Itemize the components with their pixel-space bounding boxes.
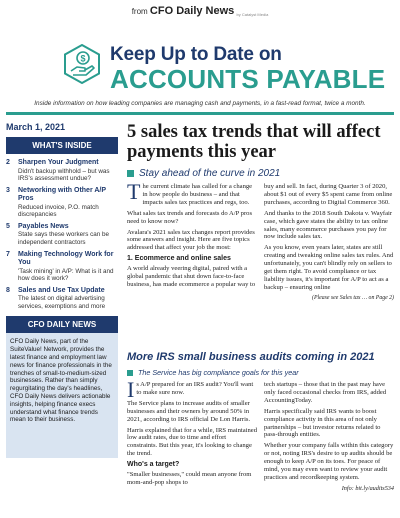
whats-inside-heading: WHAT'S INSIDE	[6, 137, 118, 154]
paragraph: buy and sell. In fact, during Quarter 3 of 2020, about $1 out of every $5 spent came from online purchases, according to Digital Commerce 360.	[264, 183, 393, 206]
toc-item[interactable]	[6, 251, 118, 283]
paragraph: Whether your company falls within this category or not, noting IRS's desire to up audits should be enough to keep A/P on its toes. For peace of mind, you may even want to review your audit practices and recordkeeping system.	[264, 442, 394, 481]
toc-page: 8	[6, 286, 10, 294]
lead-deck-text: Stay ahead of the curve in 2021	[139, 168, 281, 179]
dropcap: T	[127, 179, 141, 204]
toc-title: Making Technology Work for You	[18, 250, 114, 267]
toc-desc: 'Task mining' in A/P: What is it and how does it work?	[18, 267, 114, 283]
dropcap: I	[127, 377, 135, 402]
paragraph: The Service plans to increase audits of smaller businesses and their owners by around 50% in 2021, according to IRS official De Lon Harris.	[127, 399, 251, 423]
toc-item[interactable]	[6, 159, 118, 183]
second-deck	[127, 368, 394, 377]
paragraph: As you know, even years later, states are still creating and tweaking online sales tax rules. And unfortunately, you can't blindly rely on sellers to get them right. To avoid compliance or tax liability issues, it's important for A/P to act as a backup – ensuring online	[264, 244, 394, 291]
toc-desc: Didn't backup withhold – but was IRS's assessment undue?	[18, 167, 110, 183]
toc-item[interactable]	[6, 223, 118, 247]
toc-title: Sales and Use Tax Update	[18, 286, 105, 294]
toc-page: 2	[6, 159, 10, 166]
toc-desc: Reduced invoice, P.O. match discrepancies	[18, 203, 99, 219]
brand-sub: by Catalyst Media	[236, 12, 269, 17]
paragraph: What sales tax trends and forecasts do A/P pros need to know now?	[127, 209, 253, 225]
from-line	[0, 5, 400, 17]
lead-deck	[127, 168, 394, 179]
deck-square-icon	[127, 370, 133, 376]
second-col-1	[127, 377, 258, 493]
toc-item[interactable]	[6, 187, 118, 219]
paragraph: he current climate has called for a change in how people do business – and that impacts sales tax practices and regs, too.	[142, 183, 253, 206]
toc-title: Networking with Other A/P Pros	[18, 186, 106, 203]
continued-link[interactable]: (Please see Sales tax … on Page 2)	[312, 294, 394, 301]
from-prefix: from	[131, 7, 148, 16]
toc-title: Sharpen Your Judgment	[18, 159, 99, 166]
dollar-hand-icon	[62, 44, 102, 84]
lead-story	[127, 122, 394, 303]
deck-square-icon	[127, 170, 134, 177]
paragraph: Avalara's 2021 sales tax changes report provides some answers and insight. Here are five topics addressed that affect your job the most:	[127, 228, 255, 252]
paragraph: Harris specifically said IRS wants to boost compliance activity in this area of not only partnerships – but investor returns related to pass-through entities.	[264, 407, 381, 439]
second-col-2	[264, 381, 394, 493]
issue-date: March 1, 2021	[6, 122, 66, 132]
masthead-rule	[6, 112, 394, 115]
second-deck-text: The Service has big compliance goals for this year	[138, 368, 299, 377]
paragraph: "Smaller businesses," could mean anyone from mom-and-pop shops to	[127, 471, 252, 486]
subhead: Who's a target?	[127, 461, 180, 469]
toc-title: Payables News	[18, 222, 69, 230]
toc-item[interactable]	[6, 287, 118, 311]
masthead	[0, 0, 400, 112]
paragraph: Harris explained that for a while, IRS maintained low audit rates, due to time and effort constraints. But this year, it's looking to change the trend.	[127, 426, 258, 458]
title-main: ACCOUNTS PAYABLE	[110, 64, 386, 94]
sidebar	[6, 122, 118, 458]
title-top: Keep Up to Date on	[110, 44, 282, 65]
toc-page: 5	[6, 222, 10, 230]
toc	[6, 154, 118, 310]
lead-col-1	[127, 179, 257, 303]
daily-news-text: CFO Daily News, part of the SuiteValue! Network, provides the latest finance and employment law news for finance professionals in the trenches of small-to-medium-sized businesses. Rather than simply regurgitating the day's headlines, CFO Daily News delivers actionable insights, helping finance execs understand what finance trends mean to their business.	[6, 333, 118, 458]
info-link[interactable]: Info: bit.ly/audits534	[341, 484, 394, 492]
brand-name: CFO Daily News	[149, 5, 235, 17]
paragraph: s A/P prepared for an IRS audit? You'll want to make sure now.	[136, 381, 254, 396]
subhead: 1. Ecommerce and online sales	[127, 255, 231, 263]
daily-news-heading: CFO DAILY NEWS	[6, 316, 118, 333]
paragraph: tech startups – those that in the past may have only faced occasional checks from IRS, added AccountingToday.	[264, 381, 387, 404]
svg-text:$: $	[80, 53, 86, 64]
lead-col-2	[264, 183, 394, 303]
paragraph: A world already veering digital, paired with a global pandemic that shut down face-to-face business, has made ecommerce a popular way to	[127, 265, 256, 288]
paragraph: And thanks to the 2018 South Dakota v. Wayfair case, which gave states the ability to tax online sales, many ecommerce purchases you pay for now include sales tax.	[264, 209, 393, 241]
toc-desc: The latest on digital advertising services, exemptions and more	[18, 295, 106, 310]
toc-page: 7	[6, 250, 10, 258]
tagline: Inside information on how leading companies are managing cash and payments, in a fast-read format, twice a month.	[34, 100, 366, 107]
second-story	[127, 351, 394, 493]
lead-headline: 5 sales tax trends that will affect payments this year	[127, 122, 381, 162]
toc-page: 3	[6, 186, 10, 194]
second-headline: More IRS small business audits coming in 2021	[127, 351, 375, 363]
toc-desc: State says these workers can be independent contractors	[18, 231, 110, 246]
